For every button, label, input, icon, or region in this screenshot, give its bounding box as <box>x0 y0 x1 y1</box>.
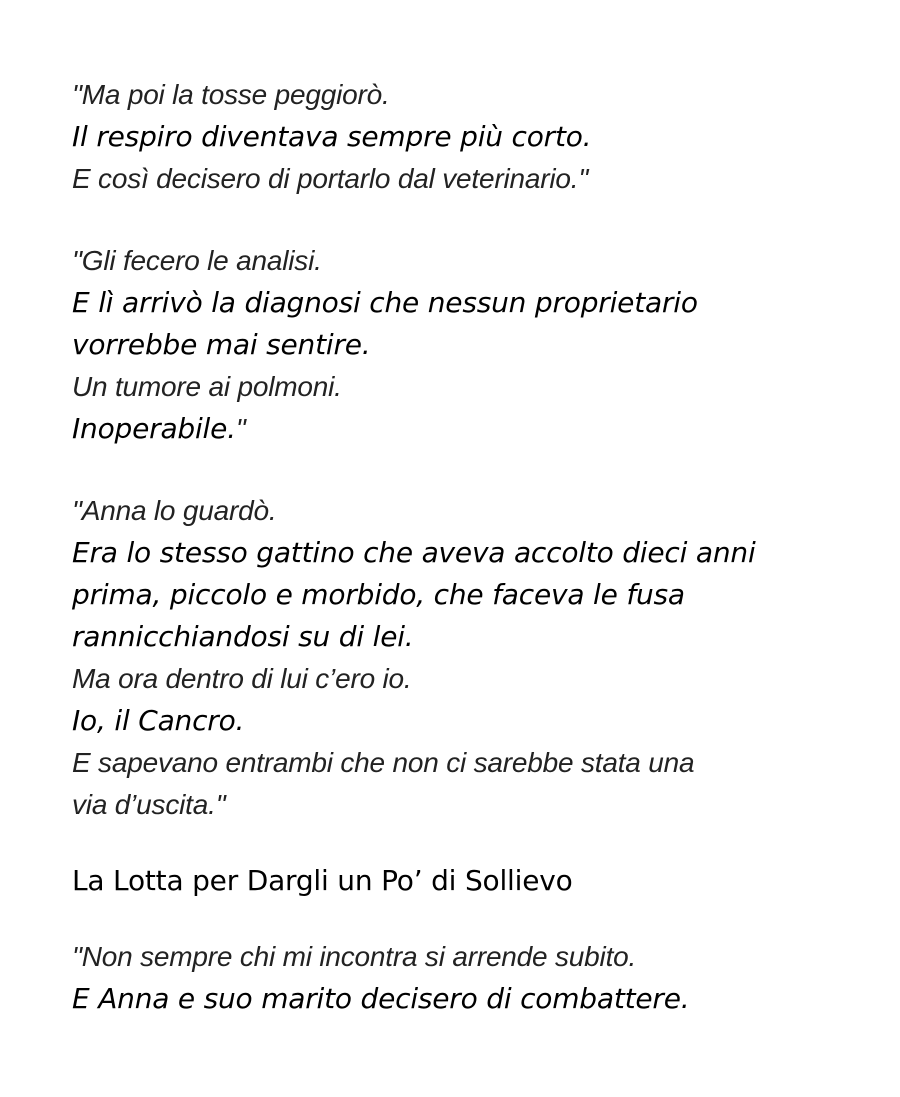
text-line: prima, piccolo e morbido, che faceva le fusa <box>72 578 685 611</box>
text-line: "Non sempre chi mi incontra si arrende subito. <box>72 941 637 972</box>
text-line: Ma ora dentro di lui c’ero io. <box>72 663 412 694</box>
text-line: E Anna e suo marito decisero di combattere. <box>72 982 690 1015</box>
section-heading: La Lotta per Dargli un Po’ di Sollievo <box>72 864 573 897</box>
text-line: rannicchiandosi su di lei. <box>72 620 414 653</box>
document-page <box>72 74 872 1020</box>
paragraph-2 <box>72 240 872 450</box>
text-line: Era lo stesso gattino che aveva accolto dieci anni <box>72 536 756 569</box>
text-line: E lì arrivò la diagnosi che nessun proprietario <box>72 286 698 319</box>
text-line: "Ma poi la tosse peggiorò. <box>72 79 390 110</box>
text-fragment: Inoperabile. <box>72 412 236 445</box>
paragraph-4 <box>72 936 872 1020</box>
text-line: Un tumore ai polmoni. <box>72 371 342 402</box>
text-line: via d’uscita." <box>72 789 226 820</box>
paragraph-1 <box>72 74 872 200</box>
paragraph-3 <box>72 490 872 826</box>
text-line: E così decisero di portarlo dal veterinario." <box>72 163 589 194</box>
text-line: "Gli fecero le analisi. <box>72 245 322 276</box>
closing-quote: " <box>235 413 246 444</box>
text-line: vorrebbe mai sentire. <box>72 328 371 361</box>
text-line <box>72 408 872 450</box>
text-line: Il respiro diventava sempre più corto. <box>72 120 592 153</box>
text-line: Io, il Cancro. <box>72 704 245 737</box>
text-line: "Anna lo guardò. <box>72 495 277 526</box>
text-line: E sapevano entrambi che non ci sarebbe stata una <box>72 747 695 778</box>
